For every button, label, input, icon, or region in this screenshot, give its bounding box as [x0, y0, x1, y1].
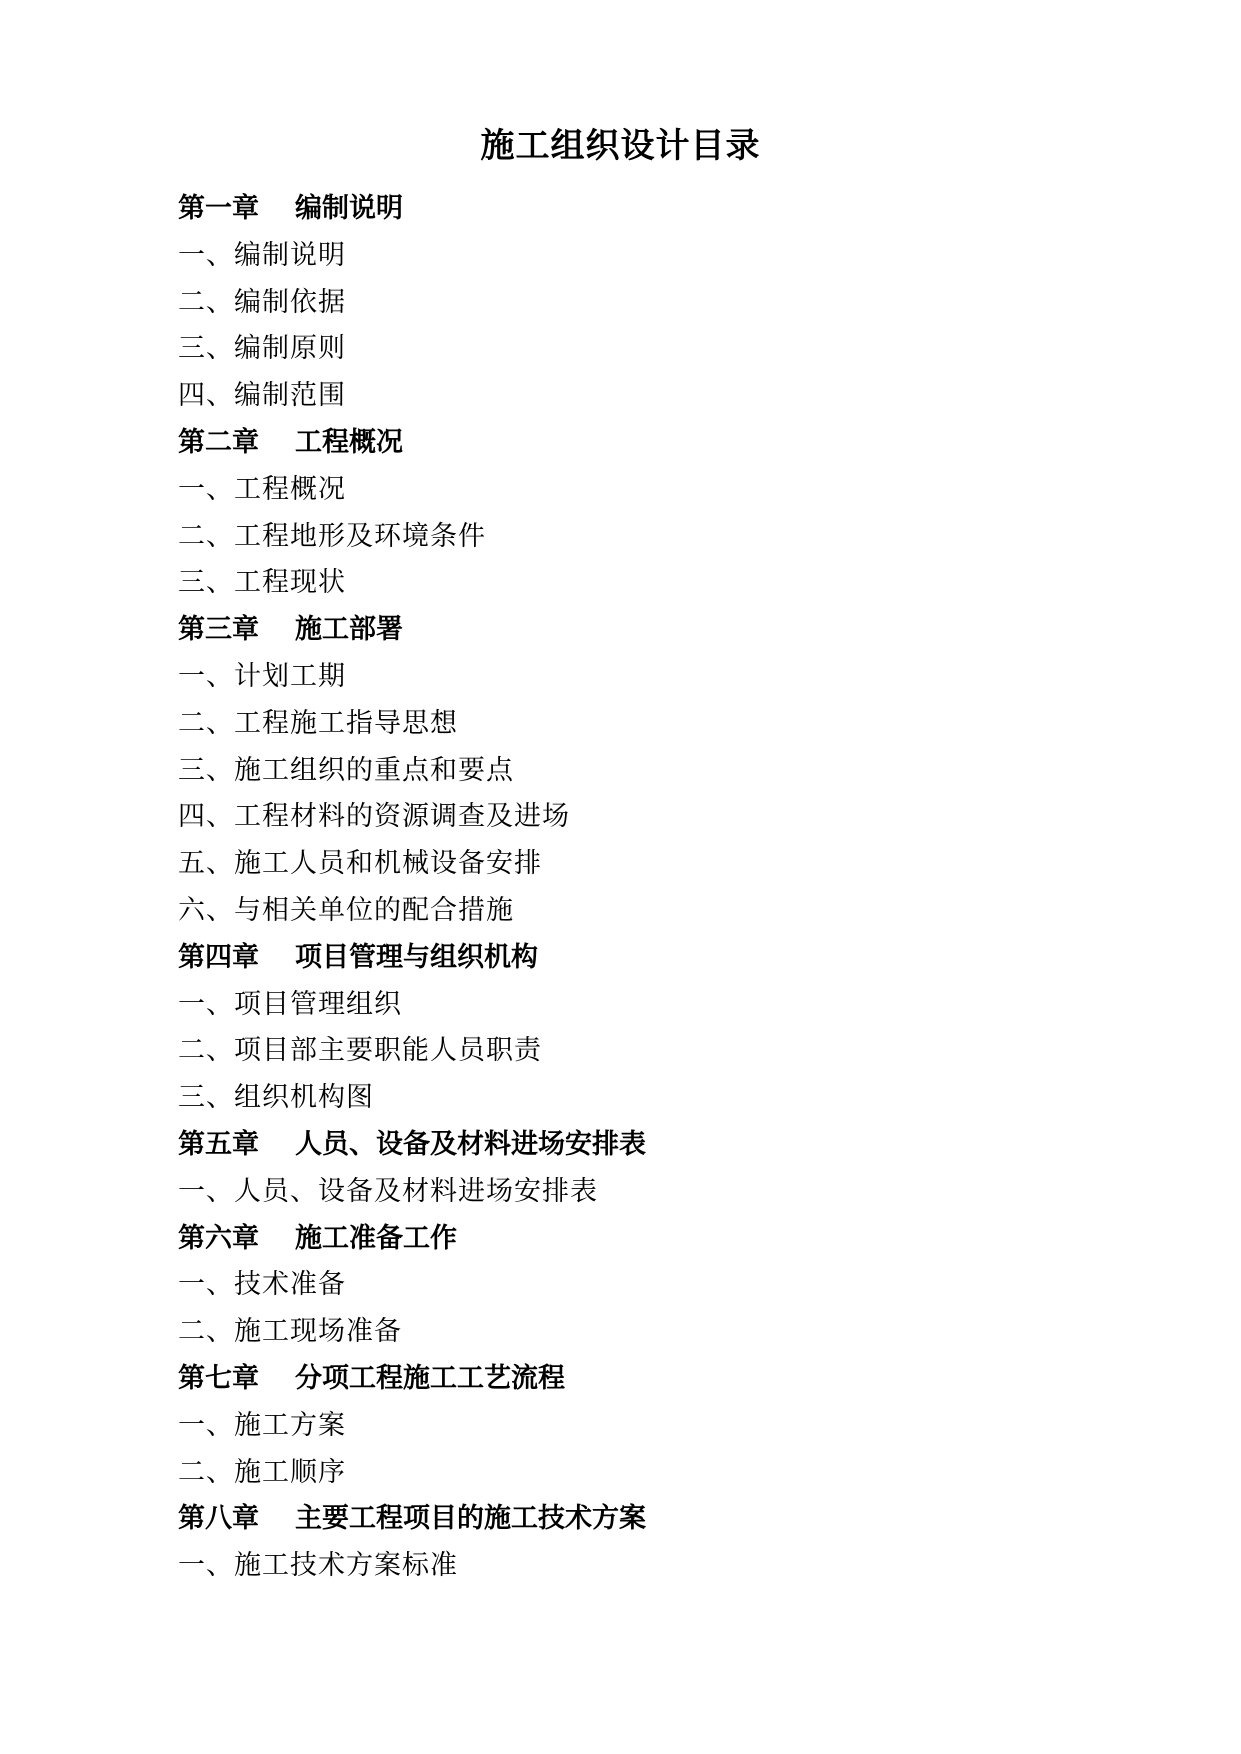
- toc-section-item: 一、施工方案: [178, 1409, 346, 1441]
- toc-section-item: 四、工程材料的资源调查及进场: [178, 801, 570, 833]
- chapter-title: 工程概况: [295, 426, 403, 458]
- toc-section-item: 一、施工技术方案标准: [178, 1550, 458, 1582]
- chapter-number: 第二章: [178, 426, 259, 458]
- toc-chapter-heading: [178, 935, 1078, 982]
- toc-chapter-heading: [178, 1356, 1078, 1403]
- toc-chapter-heading: [178, 607, 1078, 654]
- chapter-number: 第七章: [178, 1362, 259, 1394]
- chapter-number: 第一章: [178, 193, 259, 224]
- toc-section-item: 一、人员、设备及材料进场安排表: [178, 1175, 598, 1207]
- toc-section-item: 二、项目部主要职能人员职责: [178, 1035, 542, 1067]
- toc-section-item: 六、与相关单位的配合措施: [178, 894, 514, 926]
- toc-section-item: 一、工程概况: [178, 473, 346, 505]
- document-title: 施工组织设计目录: [480, 126, 761, 166]
- toc-section-item: 三、施工组织的重点和要点: [178, 754, 514, 786]
- toc-section-item: 一、项目管理组织: [178, 988, 402, 1020]
- chapter-number: 第四章: [178, 941, 259, 973]
- toc-section-item: 五、施工人员和机械设备安排: [178, 848, 542, 880]
- toc-section-item: 四、编制范围: [178, 380, 346, 412]
- toc-chapter-heading: [178, 420, 1078, 467]
- toc-chapter-heading: [178, 1216, 1078, 1263]
- toc-section-item: 一、技术准备: [178, 1269, 346, 1301]
- toc-chapter-heading: [178, 1496, 1078, 1543]
- toc-section-item: 三、编制原则: [178, 333, 346, 365]
- toc-section-item: 一、计划工期: [178, 660, 346, 692]
- toc-section-item: 二、工程施工指导思想: [178, 707, 458, 739]
- toc-section-item: 二、编制依据: [178, 286, 346, 318]
- toc-section-item: 二、施工顺序: [178, 1456, 346, 1488]
- toc-section-item: 二、工程地形及环境条件: [178, 520, 486, 552]
- chapter-title: 编制说明: [295, 193, 403, 224]
- chapter-number: 第八章: [178, 1503, 259, 1535]
- toc-section-item: 三、组织机构图: [178, 1082, 374, 1114]
- chapter-title: 主要工程项目的施工技术方案: [295, 1503, 646, 1535]
- toc-section-item: 一、编制说明: [178, 239, 346, 271]
- chapter-title: 人员、设备及材料进场安排表: [295, 1128, 646, 1160]
- chapter-title: 施工部署: [295, 614, 403, 646]
- toc-chapter-heading: [178, 1122, 1078, 1169]
- chapter-title: 施工准备工作: [295, 1222, 457, 1254]
- chapter-number: 第五章: [178, 1128, 259, 1160]
- chapter-number: 第三章: [178, 614, 259, 646]
- table-of-contents: [178, 186, 1078, 1590]
- chapter-number: 第六章: [178, 1222, 259, 1254]
- toc-chapter-heading: [178, 186, 1078, 233]
- toc-section-item: 三、工程现状: [178, 567, 346, 599]
- chapter-title: 分项工程施工工艺流程: [295, 1362, 565, 1394]
- toc-section-item: 二、施工现场准备: [178, 1316, 402, 1348]
- chapter-title: 项目管理与组织机构: [295, 941, 538, 973]
